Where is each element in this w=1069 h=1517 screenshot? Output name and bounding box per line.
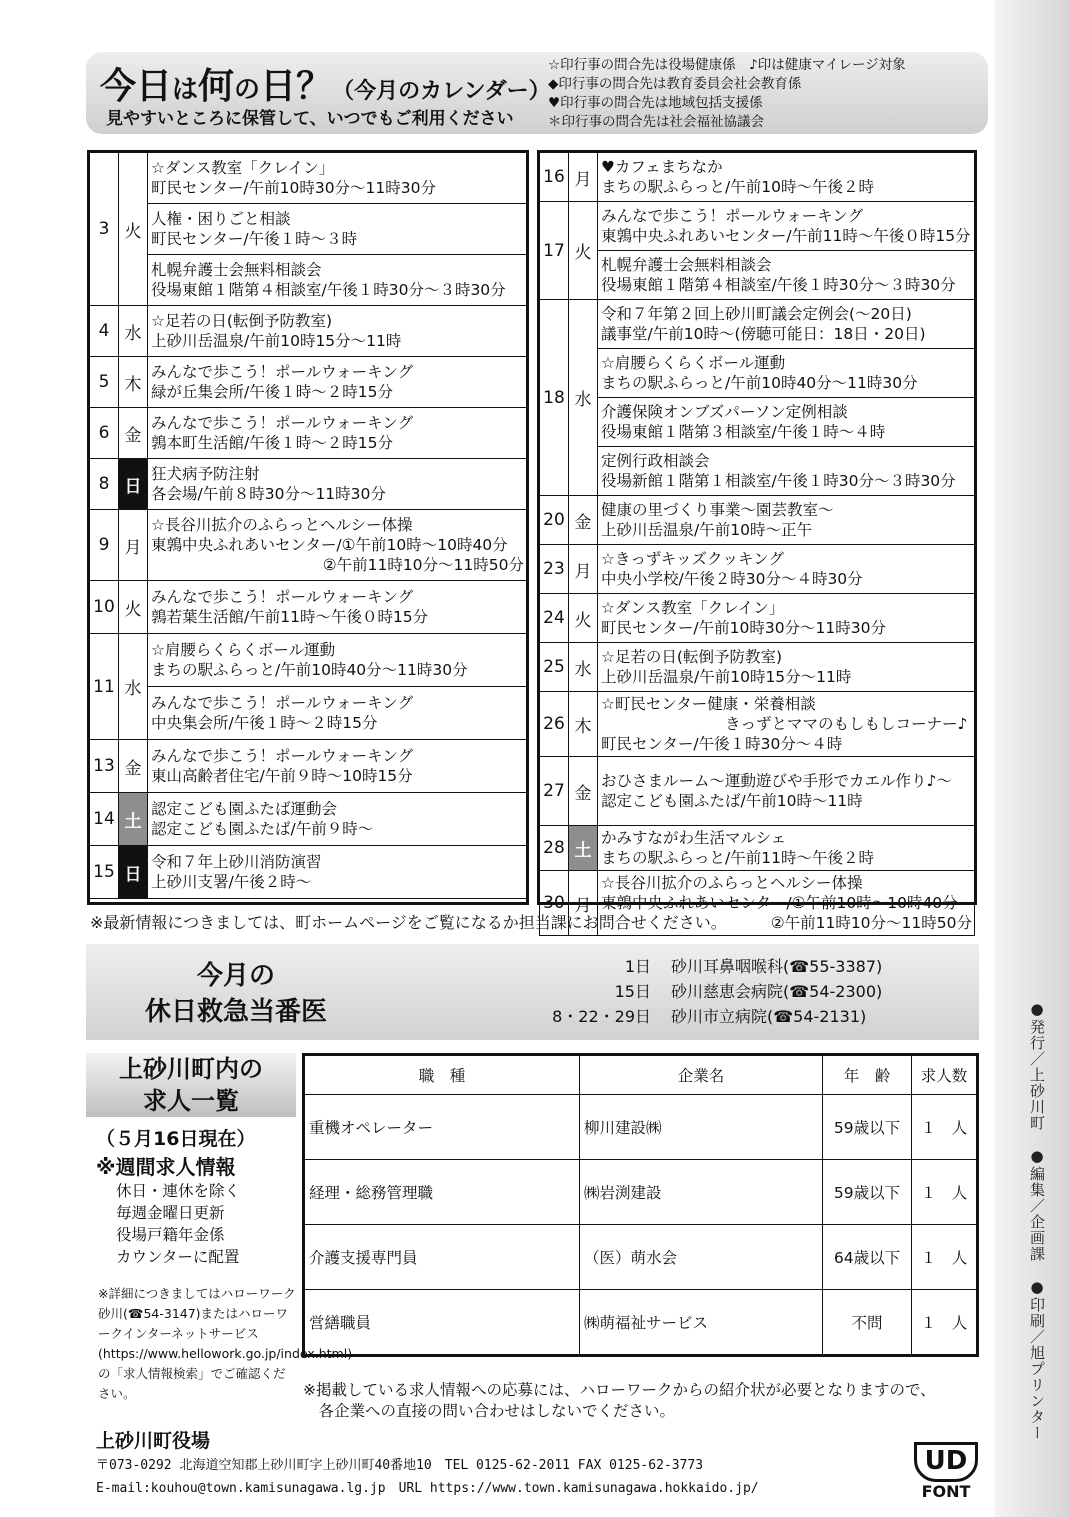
event-line: 東鶉中央ふれあいセンター/午前11時～午後０時15分 (601, 227, 971, 245)
calendar-event (148, 204, 527, 255)
calendar-weekday: 金 (569, 757, 598, 826)
event-line: まちの駅ふらっと/午前10時～午後２時 (601, 178, 874, 196)
jobs-weekly: ※週間求人情報 (96, 1155, 236, 1179)
emergency-title: 今月の 休日救急当番医 (144, 961, 327, 1027)
event-line: 役場東館１階第４相談室/午後１時30分～３時30分 (151, 281, 506, 299)
event-line: 上砂川支署/午後２時～ (151, 873, 312, 891)
event-line: まちの駅ふらっと/午前11時～午後２時 (601, 849, 874, 867)
event-line: かみすながわ生活マルシェ (601, 829, 787, 847)
calendar-weekday: 金 (569, 496, 598, 545)
calendar-row (90, 687, 527, 740)
calendar-weekday: 月 (119, 510, 148, 581)
calendar-row (90, 793, 527, 846)
event-line: 議事堂/午前10時～(傍聴可能日：18日・20日) (601, 325, 926, 343)
calendar-date: 15 (90, 846, 119, 899)
legend-line: ＊印行事の問合先は社会福祉協議会 (548, 114, 764, 130)
jobs-detail: ※詳細につきましてはハローワーク砂川(☎54-3147)またはハローワークインターネットサービス(https://www.hellowork.go.jp/index.html)の「求人情報検索」でご確認ください。 (98, 1286, 353, 1401)
event-line: ☆肩腰らくらくボール運動 (151, 641, 336, 659)
event-line: おひさまルーム～運動遊びや手形でカエル作り♪～ (601, 772, 952, 790)
calendar-row (90, 204, 527, 255)
event-line: 鶉若葉生活館/午前11時～午後０時15分 (151, 608, 429, 626)
calendar-row (90, 459, 527, 510)
calendar-event (148, 306, 527, 357)
calendar-date: 30 (540, 871, 569, 936)
event-line: ☆ダンス教室「クレイン」 (151, 159, 335, 177)
calendar-row (540, 202, 975, 251)
calendar-event (148, 153, 527, 204)
event-line: ☆肩腰らくらくボール運動 (601, 354, 786, 372)
calendar-date: 8 (90, 459, 119, 510)
calendar-row (90, 306, 527, 357)
event-line: みんなで歩こう！ポールウォーキング (151, 747, 414, 765)
event-line: きっずとママのもしもしコーナー♪ (601, 715, 968, 733)
calendar-row (90, 846, 527, 899)
calendar-event (598, 757, 975, 826)
event-line: ☆ダンス教室「クレイン」 (601, 599, 785, 617)
table-row: 介護支援専門員 （医）萌水会 64歳以下 １ 人 (304, 1225, 978, 1290)
event-line: ②午前11時10分～11時50分 (322, 556, 524, 574)
calendar-date: 23 (540, 545, 569, 594)
legend-line: ♥印行事の問合先は地域包括支援係 (548, 95, 763, 111)
event-line: 人権・困りごと相談 (151, 210, 291, 228)
calendar-row (540, 757, 975, 826)
calendar-date: 16 (540, 153, 569, 202)
event-line: ☆足若の日(転倒予防教室) (601, 648, 782, 666)
calendar-event (148, 357, 527, 408)
calendar-weekday: 土 (569, 826, 598, 871)
event-line: 鶉本町生活館/午後１時～２時15分 (151, 434, 393, 452)
calendar-weekday: 水 (119, 306, 148, 357)
calendar-row (540, 153, 975, 202)
event-line: 東鶉中央ふれあいセンター/①午前10時～10時40分 (601, 894, 958, 912)
calendar-event (148, 459, 527, 510)
event-line: 町民センター/午後１時30分～４時 (601, 735, 843, 753)
office-name: 上砂川町役場 (96, 1430, 211, 1452)
calendar-date: 24 (540, 594, 569, 643)
calendar-weekday: 水 (569, 300, 598, 496)
event-line: 役場東館１階第３相談室/午後１時～４時 (601, 423, 886, 441)
calendar-event (148, 581, 527, 634)
event-line: ☆町民センター健康・栄養相談 (601, 695, 816, 713)
emergency-list (526, 954, 882, 1029)
calendar-event (598, 153, 975, 202)
calendar-weekday: 金 (119, 408, 148, 459)
event-line: ②午前11時10分～11時50分 (770, 914, 972, 932)
event-line: 町民センター/午前10時30分～11時30分 (601, 619, 886, 637)
legend (548, 56, 906, 132)
calendar-event (598, 643, 975, 692)
ud-font-logo: UD FONT (914, 1442, 978, 1501)
event-line: 町民センター/午前10時30分～11時30分 (151, 179, 436, 197)
calendar-event (598, 398, 975, 447)
event-line: みんなで歩こう！ポールウォーキング (151, 694, 414, 712)
calendar-date: 18 (540, 300, 569, 496)
event-line: 上砂川岳温泉/午前10時15分～11時 (601, 668, 852, 686)
event-line: みんなで歩こう！ポールウォーキング (601, 207, 864, 225)
event-line: 健康の里づくり事業～園芸教室～ (601, 501, 834, 519)
calendar-row (90, 634, 527, 687)
calendar-event (598, 496, 975, 545)
calendar-weekday: 土 (119, 793, 148, 846)
calendar-date: 28 (540, 826, 569, 871)
calendar-row (540, 545, 975, 594)
calendar-row (90, 740, 527, 793)
event-line: ☆足若の日(転倒予防教室) (151, 312, 332, 330)
calendar-event (148, 740, 527, 793)
calendar-row (540, 349, 975, 398)
calendar-event (148, 846, 527, 899)
calendar-date: 3 (90, 153, 119, 306)
calendar-event (598, 826, 975, 871)
legend-line: ◆印行事の問合先は教育委員会社会教育係 (548, 76, 802, 92)
calendar-event (148, 634, 527, 687)
event-line: ♥カフェまちなか (601, 158, 723, 176)
event-line: ☆きっずキッズクッキング (601, 550, 785, 568)
calendar-weekday: 月 (569, 545, 598, 594)
calendar-event (598, 594, 975, 643)
event-line: 認定こども園ふたば運動会 (151, 800, 338, 818)
calendar-weekday: 木 (569, 692, 598, 757)
calendar-weekday: 火 (569, 202, 598, 300)
event-line: ☆長谷川拡介のふらっとヘルシー体操 (601, 874, 863, 892)
calendar-weekday: 月 (569, 153, 598, 202)
legend-line: ☆印行事の問合先は役場健康係 ♪印は健康マイレージ対象 (548, 57, 906, 73)
event-line: 東鶉中央ふれあいセンター/①午前10時～10時40分 (151, 536, 508, 554)
calendar-weekday: 火 (119, 581, 148, 634)
event-line: 認定こども園ふたば/午前10時～11時 (601, 792, 863, 810)
jobs-note: ※掲載している求人情報への応募には、ハローワークからの紹介状が必要となりますので、 各企業への直接の問い合わせはしないでください。 (303, 1381, 936, 1420)
event-line: みんなで歩こう！ポールウォーキング (151, 363, 414, 381)
calendar-row (540, 643, 975, 692)
jobs-table (302, 1053, 979, 1357)
event-line: 上砂川岳温泉/午前10時～正午 (601, 521, 812, 539)
calendar-row (540, 398, 975, 447)
calendar-event (148, 255, 527, 306)
calendar-row (540, 447, 975, 496)
calendar-date: 26 (540, 692, 569, 757)
event-line: 札幌弁護士会無料相談会 (151, 261, 322, 279)
event-line: みんなで歩こう！ポールウォーキング (151, 414, 414, 432)
emergency-row: 15日 砂川慈恵会病院(☎54-2300) (614, 982, 883, 1001)
calendar-weekday: 木 (119, 357, 148, 408)
calendar-weekday: 金 (119, 740, 148, 793)
calendar-date: 20 (540, 496, 569, 545)
calendar-date: 17 (540, 202, 569, 300)
emergency-row: 8・22・29日 砂川市立病院(☎54-2131) (552, 1007, 867, 1026)
calendar-right (539, 152, 975, 936)
calendar-event (148, 510, 527, 581)
calendar-row (540, 251, 975, 300)
calendar-row (540, 826, 975, 871)
event-line: 札幌弁護士会無料相談会 (601, 256, 772, 274)
office-address: 〒073-0292 北海道空知郡上砂川町字上砂川町40番地10 TEL 0125-62-2011 FAX 0125-62-3773 E-mail:kouhou@town.kamisunagawa.lg.jp URL https://www.town.kamisunagawa.hokkaido.jp/ (96, 1458, 759, 1496)
event-line: 役場東館１階第４相談室/午後１時30分～３時30分 (601, 276, 956, 294)
event-line: 上砂川岳温泉/午前10時15分～11時 (151, 332, 402, 350)
calendar-weekday: 日 (119, 846, 148, 899)
event-line: 東山高齢者住宅/午前９時～10時15分 (151, 767, 413, 785)
event-line: まちの駅ふらっと/午前10時40分～11時30分 (151, 661, 468, 679)
event-line: 介護保険オンブズパーソン定例相談 (601, 403, 848, 421)
calendar-weekday: 火 (569, 594, 598, 643)
calendar-row (90, 255, 527, 306)
calendar-row (540, 300, 975, 349)
event-line: 各会場/午前８時30分～11時30分 (151, 485, 386, 503)
calendar-date: 6 (90, 408, 119, 459)
event-line: 令和７年上砂川消防演習 (151, 853, 322, 871)
page-subtitle: 見やすいところに保管して、いつでもご利用ください (106, 109, 514, 129)
calendar-row (90, 510, 527, 581)
calendar-date: 14 (90, 793, 119, 846)
calendar-date: 25 (540, 643, 569, 692)
calendar-date: 5 (90, 357, 119, 408)
event-line: 緑が丘集会所/午後１時～２時15分 (151, 383, 393, 401)
calendar-event (598, 545, 975, 594)
calendar-event (598, 251, 975, 300)
calendar-row (90, 408, 527, 459)
event-line: 中央集会所/午後１時～２時15分 (151, 714, 378, 732)
event-line: 中央小学校/午後２時30分～４時30分 (601, 570, 863, 588)
calendar-row (540, 692, 975, 757)
jobs-as-of: （５月16日現在） (96, 1128, 256, 1150)
calendar-event (148, 408, 527, 459)
jobs-header-row: 職 種 企業名 年 齢 求人数 (304, 1055, 978, 1095)
event-line: 定例行政相談会 (601, 452, 710, 470)
calendar-event (598, 202, 975, 251)
calendar-date: 9 (90, 510, 119, 581)
calendar-date: 4 (90, 306, 119, 357)
calendar-date: 10 (90, 581, 119, 634)
calendar-event (148, 793, 527, 846)
calendar-event (598, 447, 975, 496)
jobs-title: 上砂川町内の 求人一覧 (86, 1053, 296, 1117)
calendar-note: ※最新情報につきましては、町ホームページをご覧になるか担当課にお問合せください。 (90, 913, 727, 932)
calendar-weekday: 月 (569, 871, 598, 936)
calendar-event (148, 687, 527, 740)
event-line: 令和７年第２回上砂川町議会定例会(～20日) (601, 305, 912, 323)
calendar-weekday: 日 (119, 459, 148, 510)
calendar-weekday: 水 (119, 634, 148, 740)
event-line: まちの駅ふらっと/午前10時40分～11時30分 (601, 374, 918, 392)
event-line: ☆長谷川拡介のふらっとヘルシー体操 (151, 516, 413, 534)
event-line: 役場新館１階第１相談室/午後１時30分～３時30分 (601, 472, 956, 490)
calendar-left (89, 152, 527, 899)
calendar-date: 27 (540, 757, 569, 826)
calendar-event (598, 692, 975, 757)
emergency-row: 1日 砂川耳鼻咽喉科(☎55-3387) (624, 957, 883, 976)
colophon: ●発行／上砂川町 ●編集／企画課 ●印刷／旭プリンター (1028, 1000, 1046, 1441)
calendar-row (540, 496, 975, 545)
event-line: みんなで歩こう！ポールウォーキング (151, 588, 414, 606)
table-row: 重機オペレーター 柳川建設㈱ 59歳以下 １ 人 (304, 1095, 978, 1160)
event-line: 狂犬病予防注射 (151, 465, 260, 483)
emergency-doctor-section (86, 944, 979, 1040)
calendar-date: 13 (90, 740, 119, 793)
page-title: 今日は何の日？（今月のカレンダー） (100, 66, 551, 107)
event-line: 認定こども園ふたば/午前９時～ (151, 820, 374, 838)
calendar-weekday: 水 (569, 643, 598, 692)
calendar-row (540, 594, 975, 643)
table-row: 営繕職員 ㈱萌福祉サービス 不問 １ 人 (304, 1290, 978, 1356)
table-row: 経理・総務管理職 ㈱岩渕建設 59歳以下 １ 人 (304, 1160, 978, 1225)
calendar-row (90, 581, 527, 634)
calendar-row (90, 153, 527, 204)
calendar-weekday: 火 (119, 153, 148, 306)
calendar-row (90, 357, 527, 408)
calendar-date: 11 (90, 634, 119, 740)
calendar-event (598, 300, 975, 349)
jobs-info: （５月16日現在） ※週間求人情報 休日・連休を除く 毎週金曜日更新 役場戸籍年金係 カウンターに配置 (96, 1124, 255, 1268)
calendar-event (598, 349, 975, 398)
event-line: 町民センター/午後１時～３時 (151, 230, 358, 248)
